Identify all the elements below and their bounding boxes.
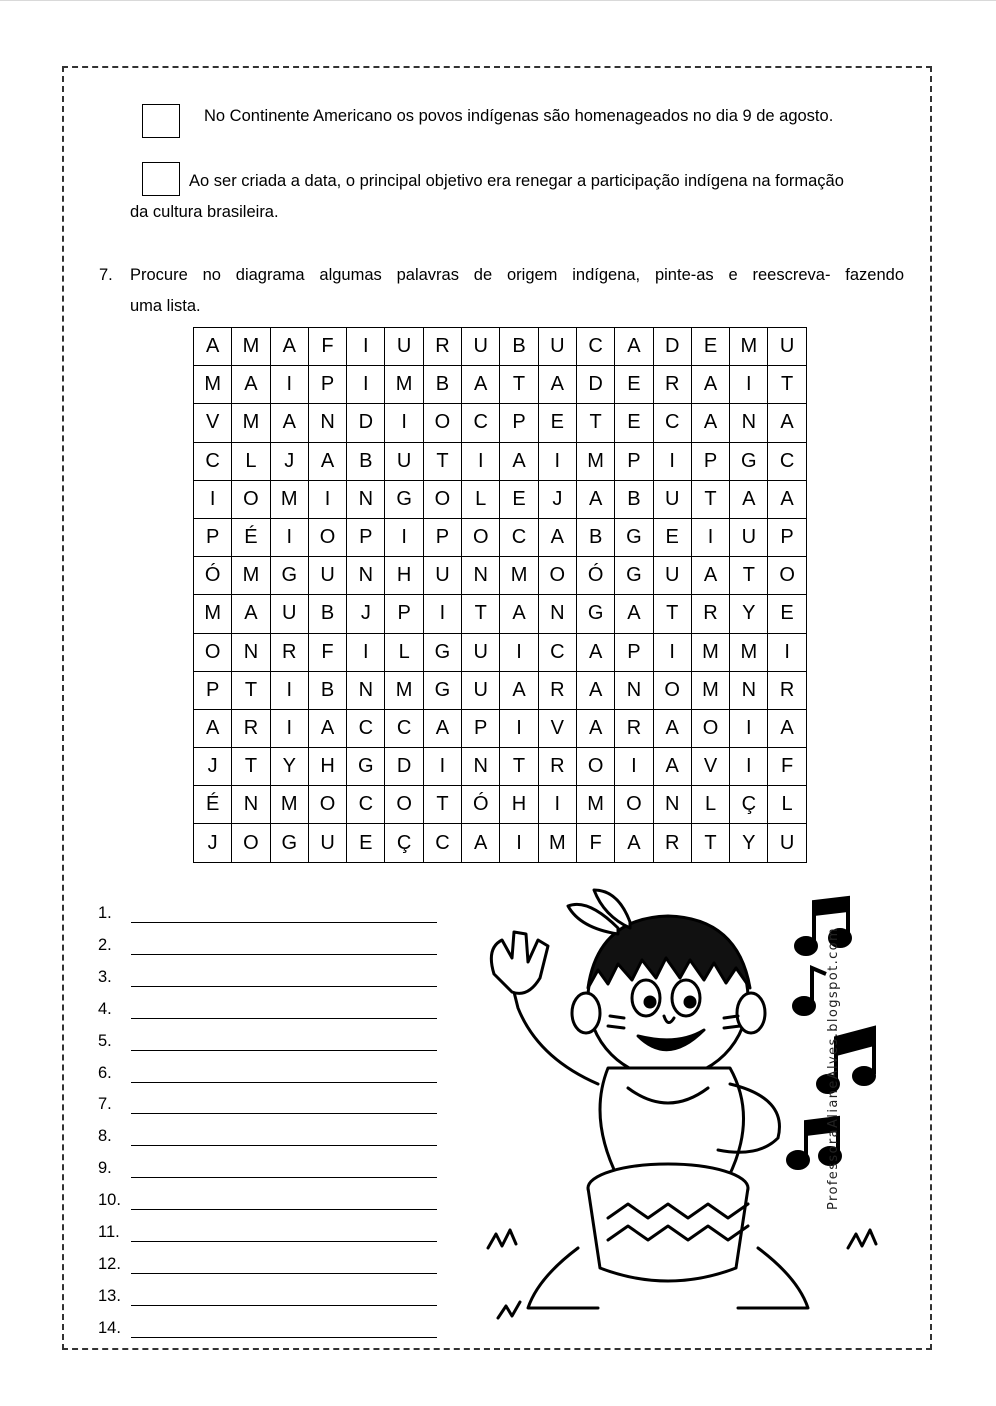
grid-cell[interactable]: Y [730, 824, 768, 862]
grid-cell[interactable]: I [347, 366, 385, 404]
grid-cell[interactable]: B [615, 480, 653, 518]
grid-cell[interactable]: N [730, 671, 768, 709]
grid-cell[interactable]: G [270, 824, 308, 862]
statement-2-text-line1: Ao ser criada a data, o principal objetivo era renegar a participação indígena na formação [189, 172, 844, 190]
grid-cell[interactable]: P [347, 518, 385, 556]
grid-cell[interactable]: U [653, 557, 691, 595]
grid-cell[interactable]: C [347, 709, 385, 747]
answer-line[interactable] [131, 1082, 437, 1083]
answer-list-item [98, 1287, 443, 1317]
statement-2-text-line2: da cultura brasileira. [130, 203, 279, 221]
grid-cell[interactable]: F [308, 328, 346, 366]
answer-line[interactable] [131, 954, 437, 955]
grid-cell[interactable]: N [653, 786, 691, 824]
grid-row [194, 366, 807, 404]
grid-cell[interactable]: U [385, 442, 423, 480]
grid-cell[interactable]: A [270, 404, 308, 442]
grid-cell[interactable]: P [768, 518, 806, 556]
answer-line[interactable] [131, 1273, 437, 1274]
grid-cell[interactable]: T [423, 442, 461, 480]
grid-cell[interactable]: M [576, 442, 614, 480]
grid-cell[interactable]: I [423, 748, 461, 786]
grid-cell[interactable]: O [538, 557, 576, 595]
grid-cell[interactable]: J [538, 480, 576, 518]
grid-cell[interactable]: A [462, 366, 500, 404]
grid-cell[interactable]: C [347, 786, 385, 824]
grid-cell[interactable]: B [500, 328, 538, 366]
grid-cell[interactable]: A [768, 480, 806, 518]
grid-cell[interactable]: I [615, 748, 653, 786]
grid-cell[interactable]: O [691, 709, 729, 747]
grid-cell[interactable]: I [194, 480, 232, 518]
top-edge-line [0, 0, 996, 1]
grid-cell[interactable]: Ó [462, 786, 500, 824]
question-number: 7. [99, 266, 113, 284]
grid-cell[interactable]: A [615, 824, 653, 862]
grid-cell[interactable]: L [232, 442, 270, 480]
grid-cell[interactable]: M [730, 633, 768, 671]
grid-cell[interactable]: I [500, 824, 538, 862]
grid-row [194, 557, 807, 595]
grid-cell[interactable]: P [615, 442, 653, 480]
grid-cell[interactable]: G [423, 671, 461, 709]
grid-cell[interactable]: N [347, 480, 385, 518]
grid-cell[interactable]: J [194, 824, 232, 862]
grid-cell[interactable]: Ç [385, 824, 423, 862]
question-text-line2: uma lista. [130, 297, 201, 315]
answer-list-item [98, 1095, 443, 1125]
grid-cell[interactable]: N [615, 671, 653, 709]
grid-cell[interactable]: T [232, 748, 270, 786]
grid-cell[interactable]: A [500, 442, 538, 480]
grid-cell[interactable]: R [615, 709, 653, 747]
grid-cell[interactable]: I [730, 709, 768, 747]
grid-cell[interactable]: M [270, 786, 308, 824]
answer-list-item [98, 968, 443, 998]
answer-list-item [98, 1064, 443, 1094]
grid-cell[interactable]: C [194, 442, 232, 480]
answer-number: 9. [98, 1159, 112, 1178]
answer-number: 7. [98, 1095, 112, 1114]
answer-number: 8. [98, 1127, 112, 1146]
grid-cell[interactable]: R [538, 671, 576, 709]
grid-cell[interactable]: P [423, 518, 461, 556]
grid-cell[interactable]: V [538, 709, 576, 747]
grid-cell[interactable]: É [232, 518, 270, 556]
grid-cell[interactable]: E [615, 366, 653, 404]
grid-cell[interactable]: I [270, 518, 308, 556]
grid-cell[interactable]: C [768, 442, 806, 480]
grid-cell[interactable]: U [423, 557, 461, 595]
grid-cell[interactable]: G [270, 557, 308, 595]
grid-cell[interactable]: M [730, 328, 768, 366]
grid-cell[interactable]: F [576, 824, 614, 862]
grid-cell[interactable]: U [462, 633, 500, 671]
grid-cell[interactable]: O [462, 518, 500, 556]
grid-cell[interactable]: R [232, 709, 270, 747]
grid-cell[interactable]: U [308, 557, 346, 595]
grid-cell[interactable]: M [194, 595, 232, 633]
grid-cell[interactable]: A [615, 328, 653, 366]
grid-cell[interactable]: O [232, 824, 270, 862]
answer-line[interactable] [131, 1145, 437, 1146]
grid-cell[interactable]: M [232, 557, 270, 595]
answer-list-item [98, 1032, 443, 1062]
grid-cell[interactable]: P [500, 404, 538, 442]
grid-cell[interactable]: B [423, 366, 461, 404]
statement-2-checkbox[interactable] [142, 162, 180, 196]
grid-cell[interactable]: L [462, 480, 500, 518]
grid-cell[interactable]: E [768, 595, 806, 633]
grid-cell[interactable]: O [308, 786, 346, 824]
grid-cell[interactable]: C [423, 824, 461, 862]
grid-cell[interactable]: M [538, 824, 576, 862]
grid-cell[interactable]: P [462, 709, 500, 747]
grid-cell[interactable]: T [462, 595, 500, 633]
answer-line[interactable] [131, 1113, 437, 1114]
grid-cell[interactable]: L [691, 786, 729, 824]
grid-cell[interactable]: U [462, 671, 500, 709]
grid-cell[interactable]: R [270, 633, 308, 671]
grid-cell[interactable]: T [500, 748, 538, 786]
answer-line[interactable] [131, 986, 437, 987]
answer-number: 13. [98, 1286, 121, 1305]
answer-number: 11. [98, 1223, 120, 1241]
grid-cell[interactable]: A [232, 595, 270, 633]
answer-number: 5. [98, 1031, 112, 1050]
grid-cell[interactable]: I [768, 633, 806, 671]
grid-cell[interactable]: R [538, 748, 576, 786]
grid-cell[interactable]: A [691, 366, 729, 404]
grid-cell[interactable]: A [730, 480, 768, 518]
grid-cell[interactable]: A [462, 824, 500, 862]
answer-list-item [98, 936, 443, 966]
grid-cell[interactable]: I [385, 404, 423, 442]
grid-cell[interactable]: Ó [194, 557, 232, 595]
grid-cell[interactable]: Y [270, 748, 308, 786]
grid-cell[interactable]: I [270, 671, 308, 709]
grid-row [194, 480, 807, 518]
grid-cell[interactable]: O [423, 404, 461, 442]
grid-cell[interactable]: Ó [576, 557, 614, 595]
grid-row [194, 671, 807, 709]
answer-number: 1. [98, 904, 112, 922]
grid-row [194, 748, 807, 786]
grid-cell[interactable]: N [538, 595, 576, 633]
grid-cell[interactable]: A [653, 748, 691, 786]
grid-cell[interactable]: E [500, 480, 538, 518]
grid-cell[interactable]: E [691, 328, 729, 366]
grid-cell[interactable]: P [385, 595, 423, 633]
grid-cell[interactable]: N [462, 748, 500, 786]
grid-cell[interactable]: T [691, 824, 729, 862]
grid-cell[interactable]: U [270, 595, 308, 633]
answer-list-item [98, 904, 443, 934]
grid-row [194, 404, 807, 442]
grid-cell[interactable]: I [538, 786, 576, 824]
grid-cell[interactable]: G [615, 557, 653, 595]
answer-number: 6. [98, 1063, 112, 1082]
grid-cell[interactable]: D [347, 404, 385, 442]
grid-cell[interactable]: A [576, 671, 614, 709]
grid-cell[interactable]: H [385, 557, 423, 595]
grid-cell[interactable]: A [576, 709, 614, 747]
grid-cell[interactable]: A [576, 633, 614, 671]
grid-cell[interactable]: T [730, 557, 768, 595]
answer-list-item [98, 1000, 443, 1030]
grid-cell[interactable]: J [270, 442, 308, 480]
grid-cell[interactable]: R [768, 671, 806, 709]
grid-cell[interactable]: I [500, 633, 538, 671]
grid-cell[interactable]: L [768, 786, 806, 824]
grid-cell[interactable]: A [653, 709, 691, 747]
grid-cell[interactable]: M [270, 480, 308, 518]
grid-cell[interactable]: A [308, 442, 346, 480]
grid-cell[interactable]: O [576, 748, 614, 786]
grid-cell[interactable]: A [538, 366, 576, 404]
grid-cell[interactable]: U [768, 328, 806, 366]
grid-cell[interactable]: A [423, 709, 461, 747]
grid-cell[interactable]: T [423, 786, 461, 824]
answer-line[interactable] [131, 1018, 437, 1019]
grid-cell[interactable]: D [385, 748, 423, 786]
grid-cell[interactable]: I [653, 633, 691, 671]
grid-cell[interactable]: T [653, 595, 691, 633]
grid-cell[interactable]: G [576, 595, 614, 633]
grid-cell[interactable]: G [423, 633, 461, 671]
grid-cell[interactable]: R [691, 595, 729, 633]
grid-row [194, 786, 807, 824]
grid-cell[interactable]: O [423, 480, 461, 518]
grid-cell[interactable]: E [538, 404, 576, 442]
grid-cell[interactable]: G [385, 480, 423, 518]
grid-cell[interactable]: I [691, 518, 729, 556]
grid-cell[interactable]: F [308, 633, 346, 671]
grid-cell[interactable]: D [576, 366, 614, 404]
answer-number: 2. [98, 935, 112, 954]
grid-cell[interactable]: T [768, 366, 806, 404]
statement-1-checkbox[interactable] [142, 104, 180, 138]
grid-cell[interactable]: N [462, 557, 500, 595]
grid-cell[interactable]: T [691, 480, 729, 518]
grid-cell[interactable]: U [653, 480, 691, 518]
grid-cell[interactable]: I [730, 748, 768, 786]
grid-cell[interactable]: F [768, 748, 806, 786]
grid-cell[interactable]: M [691, 671, 729, 709]
answer-line[interactable] [131, 922, 437, 923]
word-search-grid [193, 327, 807, 863]
answer-list-item [98, 1319, 443, 1349]
answer-list-item [98, 1191, 443, 1221]
grid-cell[interactable]: M [691, 633, 729, 671]
grid-cell[interactable]: N [232, 633, 270, 671]
grid-cell[interactable]: I [538, 442, 576, 480]
answer-list-item [98, 1159, 443, 1189]
grid-cell[interactable]: I [347, 328, 385, 366]
grid-cell[interactable]: O [194, 633, 232, 671]
grid-cell[interactable]: U [730, 518, 768, 556]
answer-line[interactable] [131, 1337, 437, 1338]
grid-cell[interactable]: I [347, 633, 385, 671]
grid-cell[interactable]: M [385, 366, 423, 404]
grid-cell[interactable]: U [385, 328, 423, 366]
grid-cell[interactable]: O [385, 786, 423, 824]
grid-cell[interactable]: E [347, 824, 385, 862]
grid-cell[interactable]: C [385, 709, 423, 747]
grid-row [194, 633, 807, 671]
grid-cell[interactable]: T [576, 404, 614, 442]
grid-cell[interactable]: A [538, 518, 576, 556]
grid-row [194, 442, 807, 480]
grid-cell[interactable]: H [500, 786, 538, 824]
grid-cell[interactable]: I [500, 709, 538, 747]
answer-number: 14. [98, 1318, 121, 1337]
grid-cell[interactable]: A [691, 404, 729, 442]
answer-line[interactable] [131, 1241, 437, 1242]
grid-cell[interactable]: I [730, 366, 768, 404]
answer-list-item [98, 1255, 443, 1285]
grid-cell[interactable]: I [270, 709, 308, 747]
grid-cell[interactable]: A [768, 404, 806, 442]
grid-cell[interactable]: I [423, 595, 461, 633]
grid-cell[interactable]: U [768, 824, 806, 862]
statement-1-text: No Continente Americano os povos indígenas são homenageados no dia 9 de agosto. [204, 107, 834, 125]
grid-cell[interactable]: O [308, 518, 346, 556]
grid-cell[interactable]: U [538, 328, 576, 366]
grid-cell[interactable]: B [308, 595, 346, 633]
answer-list-item [98, 1127, 443, 1157]
grid-cell[interactable]: O [768, 557, 806, 595]
grid-cell[interactable]: A [500, 595, 538, 633]
grid-cell[interactable]: C [576, 328, 614, 366]
grid-cell[interactable]: C [538, 633, 576, 671]
grid-row [194, 709, 807, 747]
question-text-line1: Procure no diagrama algumas palavras de origem indígena, pinte-as e reescreva- fazendo [130, 266, 904, 284]
grid-row [194, 824, 807, 862]
grid-cell[interactable]: I [653, 442, 691, 480]
grid-cell[interactable]: J [347, 595, 385, 633]
grid-cell[interactable]: A [500, 671, 538, 709]
grid-cell[interactable]: O [232, 480, 270, 518]
grid-cell[interactable]: A [691, 557, 729, 595]
grid-cell[interactable]: C [500, 518, 538, 556]
grid-cell[interactable]: P [615, 633, 653, 671]
grid-cell[interactable]: C [653, 404, 691, 442]
grid-cell[interactable]: T [500, 366, 538, 404]
grid-row [194, 595, 807, 633]
grid-cell[interactable]: U [462, 328, 500, 366]
grid-cell[interactable]: N [347, 671, 385, 709]
grid-cell[interactable]: V [691, 748, 729, 786]
grid-cell[interactable]: N [347, 557, 385, 595]
grid-cell[interactable]: B [308, 671, 346, 709]
grid-cell[interactable]: E [615, 404, 653, 442]
grid-cell[interactable]: M [232, 328, 270, 366]
grid-cell[interactable]: E [653, 518, 691, 556]
grid-cell[interactable]: U [308, 824, 346, 862]
grid-cell[interactable]: H [308, 748, 346, 786]
grid-cell[interactable]: I [270, 366, 308, 404]
grid-cell[interactable]: A [308, 709, 346, 747]
answer-number: 10. [98, 1191, 121, 1210]
grid-cell[interactable]: D [653, 328, 691, 366]
grid-cell[interactable]: A [615, 595, 653, 633]
grid-cell[interactable]: O [615, 786, 653, 824]
grid-cell[interactable]: B [347, 442, 385, 480]
answer-line[interactable] [131, 1305, 437, 1306]
grid-cell[interactable]: I [385, 518, 423, 556]
grid-cell[interactable]: V [194, 404, 232, 442]
grid-cell[interactable]: Y [730, 595, 768, 633]
grid-cell[interactable]: L [385, 633, 423, 671]
grid-cell[interactable]: R [653, 366, 691, 404]
answer-number: 12. [98, 1254, 121, 1273]
grid-cell[interactable]: A [232, 366, 270, 404]
grid-cell[interactable]: N [730, 404, 768, 442]
grid-cell[interactable]: P [308, 366, 346, 404]
grid-cell[interactable]: G [615, 518, 653, 556]
grid-cell[interactable]: G [347, 748, 385, 786]
grid-cell[interactable]: M [232, 404, 270, 442]
grid-cell[interactable]: I [308, 480, 346, 518]
answer-number: 4. [98, 999, 112, 1018]
grid-row [194, 328, 807, 366]
grid-cell[interactable]: M [576, 786, 614, 824]
grid-cell[interactable]: N [308, 404, 346, 442]
grid-row [194, 518, 807, 556]
grid-cell[interactable]: P [194, 518, 232, 556]
grid-cell[interactable]: I [462, 442, 500, 480]
grid-cell[interactable]: R [653, 824, 691, 862]
grid-cell[interactable]: É [194, 786, 232, 824]
grid-cell[interactable]: A [576, 480, 614, 518]
grid-cell[interactable]: P [194, 671, 232, 709]
answer-line[interactable] [131, 1209, 437, 1210]
grid-cell[interactable]: C [462, 404, 500, 442]
indigenous-child-drum-illustration [468, 888, 916, 1344]
answer-number: 3. [98, 967, 112, 986]
grid-cell[interactable]: A [194, 328, 232, 366]
grid-cell[interactable]: G [730, 442, 768, 480]
grid-cell[interactable]: O [653, 671, 691, 709]
grid-cell[interactable]: A [194, 709, 232, 747]
grid-cell[interactable]: A [270, 328, 308, 366]
grid-cell[interactable]: P [691, 442, 729, 480]
grid-cell[interactable]: T [232, 671, 270, 709]
grid-cell[interactable]: R [423, 328, 461, 366]
answer-list-item [98, 1223, 443, 1253]
grid-cell[interactable]: J [194, 748, 232, 786]
grid-cell[interactable]: A [768, 709, 806, 747]
answer-line[interactable] [131, 1177, 437, 1178]
grid-cell[interactable]: B [576, 518, 614, 556]
grid-cell[interactable]: M [500, 557, 538, 595]
grid-cell[interactable]: M [385, 671, 423, 709]
grid-cell[interactable]: N [232, 786, 270, 824]
answer-line[interactable] [131, 1050, 437, 1051]
grid-cell[interactable]: M [194, 366, 232, 404]
website-credit: ProfessoraAlianeAlves.blogspot.com [826, 926, 841, 1210]
grid-cell[interactable]: Ç [730, 786, 768, 824]
